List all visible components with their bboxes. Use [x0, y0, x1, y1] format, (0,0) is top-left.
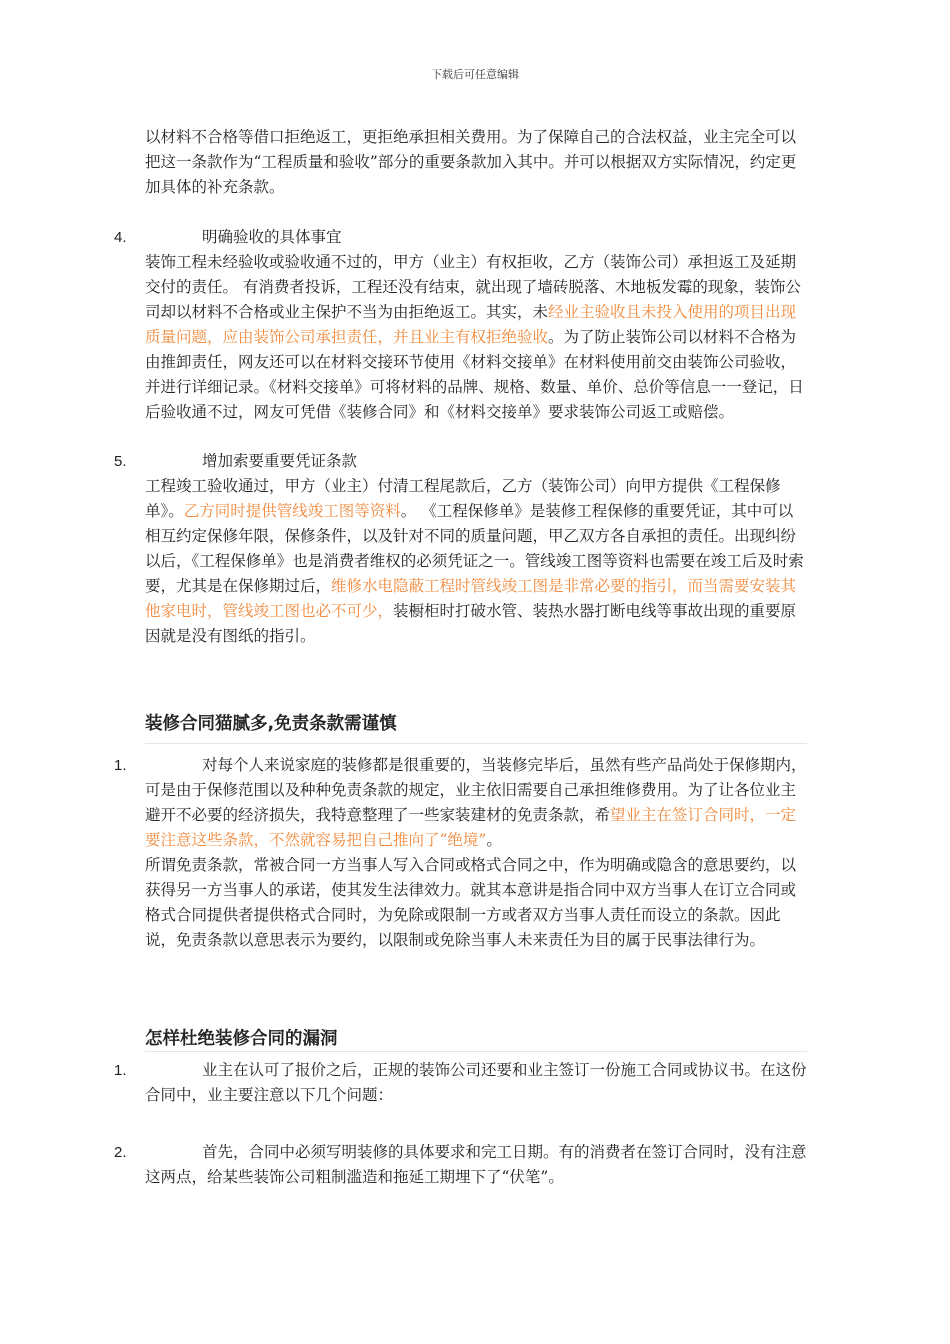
section-heading-loopholes: 怎样杜绝装修合同的漏洞 — [145, 1029, 338, 1049]
item5-highlight-2: 维修水电隐蔽工程时管线竣工图是非常必要的指引，而当需要安装其他家电时，管线竣工图也必不可少， — [145, 577, 797, 620]
list-number-s3-2: 2. — [114, 1144, 127, 1161]
section3-item-2 — [145, 1140, 807, 1190]
item5-text-2: 。 《工程保修单》是装修工程保修的重要凭证，其中可以相互约定保修年限，保修条件，以及针对不同的质量问题，甲乙双方各自承担的责任。出现纠纷以后，《工程保修单》也是消费者维权的必须凭证之一。管线竣工图等资料也需要在竣工后及时索要，尤其是在保修期过后， — [145, 502, 804, 595]
section2-paragraph-2: 所谓免责条款，常被合同一方当事人写入合同或格式合同之中，作为明确或隐含的意思要约，以获得另一方当事人的承诺，使其发生法律效力。就其本意讲是指合同中双方当事人在订立合同或格式合同提供者提供格式合同时，为免除或限制一方或者双方当事人责任而设立的条款。因此说，免责条款以意思表示为要约，以限制或免除当事人未来责任为目的属于民事法律行为。 — [145, 856, 797, 949]
section2-body — [145, 753, 807, 853]
section3-item-1 — [145, 1058, 807, 1108]
section2-text-1: 对每个人来说家庭的装修都是很重要的，当装修完毕后，虽然有些产品尚处于保修期内，可是由于保修范围以及种种免责条款的规定，业主依旧需要自己承担维修费用。为了让各位业主避开不必要的经济损失，我特意整理了一些家装建材的免责条款，希 — [145, 756, 807, 824]
section2-item-1 — [145, 753, 807, 953]
page-header: 下载后可任意编辑 — [431, 68, 519, 81]
section-divider — [145, 743, 807, 744]
item5-text-3: 装橱柜时打破水管、装热水器打断电线等事故出现的重要原因就是没有图纸的指引。 — [145, 602, 797, 645]
list-number-4: 4. — [114, 229, 127, 246]
item4-text-1: 装饰工程未经验收或验收通不过的，甲方（业主）有权拒收，乙方（装饰公司）承担返工及延期交付的责任。 有消费者投诉，工程还没有结束，就出现了墙砖脱落、木地板发霉的现象，装饰公司却以材料不合格或业主保护不当为由拒绝返工。其实，未 — [145, 253, 801, 321]
section3-item2-text: 首先，合同中必须写明装修的具体要求和完工日期。有的消费者在签订合同时，没有注意这两点，给某些装饰公司粗制滥造和拖延工期埋下了“伏笔”。 — [145, 1143, 807, 1186]
section2-highlight: 望业主在签订合同时，一定要注意这些条款，不然就容易把自己推向了“绝境” — [145, 806, 797, 849]
list-number-s3-1: 1. — [114, 1062, 127, 1079]
item5-title: 增加索要重要凭证条款 — [202, 452, 358, 470]
section-heading-exemption: 装修合同猫腻多,免责条款需谨慎 — [145, 714, 397, 734]
intro-text: 以材料不合格等借口拒绝返工，更拒绝承担相关费用。为了保障自己的合法权益，业主完全可以把这一条款作为“工程质量和验收”部分的重要条款加入其中。并可以根据双方实际情况，约定更加具体的补充条款。 — [145, 128, 797, 196]
section2-text-2: 。 — [486, 831, 502, 849]
section-divider — [145, 1051, 807, 1052]
section3-item1-text: 业主在认可了报价之后，正规的装饰公司还要和业主签订一份施工合同或协议书。在这份合同中，业主要注意以下几个问题： — [145, 1061, 807, 1104]
item5-body — [145, 474, 807, 649]
item5-text-1: 工程竣工验收通过，甲方（业主）付清工程尾款后，乙方（装饰公司）向甲方提供《工程保修单》。 — [145, 477, 781, 520]
list-item-5 — [145, 449, 807, 649]
list-item-4 — [145, 225, 807, 425]
item4-text-2: 。为了防止装饰公司以材料不合格为由推卸责任，网友还可以在材料交接环节使用《材料交接单》在材料使用前交由装饰公司验收，并进行详细记录。《材料交接单》可将材料的品牌、规格、数量、单价、总价等信息一一登记，日后验收通不过，网友可凭借《装修合同》和《材料交接单》要求装饰公司返工或赔偿。 — [145, 328, 804, 421]
list-number-5: 5. — [114, 453, 127, 470]
item4-title: 明确验收的具体事宜 — [202, 228, 342, 246]
intro-paragraph — [145, 125, 807, 200]
item4-body — [145, 250, 807, 425]
item4-highlight: 经业主验收且未投入使用的项目出现质量问题，应由装饰公司承担责任，并且业主有权拒绝验收 — [145, 303, 797, 346]
item5-highlight-1: 乙方同时提供管线竣工图等资料 — [183, 502, 401, 520]
list-number-s2-1: 1. — [114, 757, 127, 774]
